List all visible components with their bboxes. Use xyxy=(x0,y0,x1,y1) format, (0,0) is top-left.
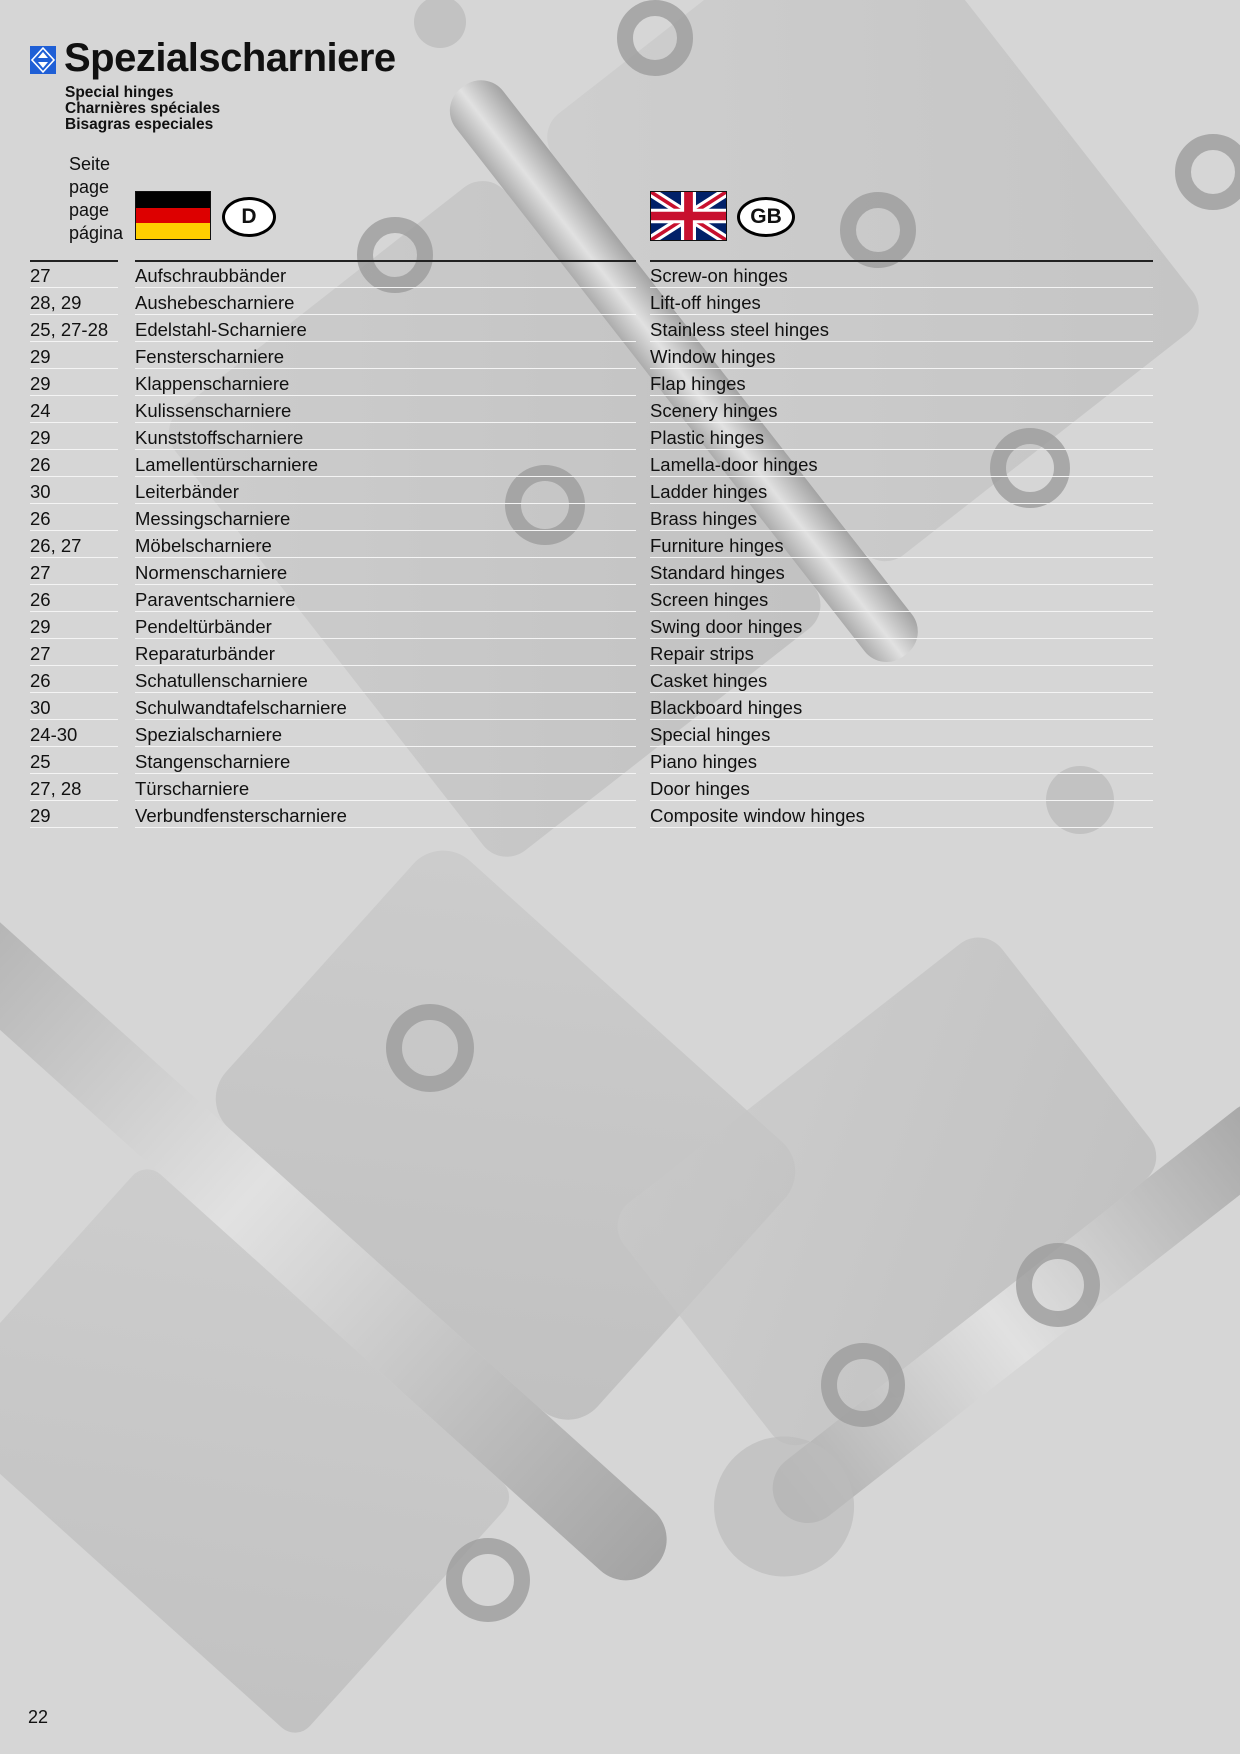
table-row xyxy=(0,775,1240,802)
english-term-cell: Lamella-door hinges xyxy=(650,451,1153,477)
page-number: 22 xyxy=(28,1707,49,1727)
table-row xyxy=(0,343,1240,370)
german-term-cell: Edelstahl-Scharniere xyxy=(135,316,636,342)
german-term-cell: Stangenscharniere xyxy=(135,748,636,774)
table-row xyxy=(0,559,1240,586)
english-term-cell: Standard hinges xyxy=(650,559,1153,585)
table-row xyxy=(0,748,1240,775)
german-term-cell: Kunststoffscharniere xyxy=(135,424,636,450)
country-code-gb: GB xyxy=(737,197,795,237)
english-term-cell: Special hinges xyxy=(650,721,1153,747)
english-term-cell: Casket hinges xyxy=(650,667,1153,693)
german-term-cell: Leiterbänder xyxy=(135,478,636,504)
german-term-cell: Möbelscharniere xyxy=(135,532,636,558)
english-term-cell: Screen hinges xyxy=(650,586,1153,612)
german-term-cell: Klappenscharniere xyxy=(135,370,636,396)
table-row xyxy=(0,397,1240,424)
page-ref-cell: 27 xyxy=(30,640,118,666)
page-ref-cell: 26 xyxy=(30,505,118,531)
subtitles xyxy=(65,85,220,133)
subtitle-fr: Charnières spéciales xyxy=(65,100,221,117)
union-jack-flag-icon xyxy=(650,191,727,241)
page-label-de: Seite xyxy=(69,154,111,174)
table-row xyxy=(0,694,1240,721)
page-ref-cell: 30 xyxy=(30,694,118,720)
page-ref-cell: 25, 27-28 xyxy=(30,316,118,342)
page-label-es: página xyxy=(69,223,124,243)
page-ref-cell: 24-30 xyxy=(30,721,118,747)
page-ref-cell: 29 xyxy=(30,370,118,396)
table-row xyxy=(0,289,1240,316)
page-ref-cell: 29 xyxy=(30,613,118,639)
page-ref-cell: 29 xyxy=(30,343,118,369)
english-term-cell: Blackboard hinges xyxy=(650,694,1153,720)
english-term-cell: Furniture hinges xyxy=(650,532,1153,558)
page-ref-cell: 27, 28 xyxy=(30,775,118,801)
table-row xyxy=(0,451,1240,478)
index-table xyxy=(0,262,1240,829)
english-term-cell: Lift-off hinges xyxy=(650,289,1153,315)
page-ref-cell: 27 xyxy=(30,559,118,585)
german-term-cell: Fensterscharniere xyxy=(135,343,636,369)
page-title: Spezialscharniere xyxy=(64,36,396,80)
table-row xyxy=(0,667,1240,694)
page-ref-cell: 26 xyxy=(30,586,118,612)
page-ref-cell: 26 xyxy=(30,667,118,693)
english-term-cell: Ladder hinges xyxy=(650,478,1153,504)
german-term-cell: Paraventscharniere xyxy=(135,586,636,612)
english-term-cell: Brass hinges xyxy=(650,505,1153,531)
page-ref-cell: 28, 29 xyxy=(30,289,118,315)
english-term-cell: Plastic hinges xyxy=(650,424,1153,450)
german-term-cell: Spezialscharniere xyxy=(135,721,636,747)
german-term-cell: Normenscharniere xyxy=(135,559,636,585)
table-row xyxy=(0,721,1240,748)
german-flag-icon xyxy=(135,191,211,240)
german-term-cell: Türscharniere xyxy=(135,775,636,801)
german-term-cell: Aufschraubbänder xyxy=(135,262,636,288)
german-term-cell: Kulissenscharniere xyxy=(135,397,636,423)
subtitle-en: Special hinges xyxy=(65,84,174,101)
page-ref-cell: 29 xyxy=(30,802,118,828)
table-row xyxy=(0,424,1240,451)
german-term-cell: Reparaturbänder xyxy=(135,640,636,666)
english-term-cell: Screw-on hinges xyxy=(650,262,1153,288)
page-ref-cell: 26 xyxy=(30,451,118,477)
subtitle-es: Bisagras especiales xyxy=(65,116,214,133)
english-term-cell: Scenery hinges xyxy=(650,397,1153,423)
english-term-cell: Door hinges xyxy=(650,775,1153,801)
page-ref-cell: 26, 27 xyxy=(30,532,118,558)
english-term-cell: Stainless steel hinges xyxy=(650,316,1153,342)
german-term-cell: Lamellentürscharniere xyxy=(135,451,636,477)
table-row xyxy=(0,370,1240,397)
table-row xyxy=(0,262,1240,289)
brand-logo-icon xyxy=(30,46,56,74)
table-row xyxy=(0,505,1240,532)
english-term-cell: Swing door hinges xyxy=(650,613,1153,639)
german-term-cell: Schulwandtafelscharniere xyxy=(135,694,636,720)
table-row xyxy=(0,802,1240,829)
table-row xyxy=(0,532,1240,559)
table-row xyxy=(0,613,1240,640)
english-term-cell: Piano hinges xyxy=(650,748,1153,774)
page-ref-cell: 30 xyxy=(30,478,118,504)
table-row xyxy=(0,316,1240,343)
german-term-cell: Messingscharniere xyxy=(135,505,636,531)
table-row xyxy=(0,640,1240,667)
german-term-cell: Schatullenscharniere xyxy=(135,667,636,693)
country-code-d: D xyxy=(222,197,276,237)
english-term-cell: Window hinges xyxy=(650,343,1153,369)
page-column-heading xyxy=(69,153,123,245)
page-ref-cell: 24 xyxy=(30,397,118,423)
page-label-en: page xyxy=(69,177,110,197)
table-row xyxy=(0,478,1240,505)
page-ref-cell: 27 xyxy=(30,262,118,288)
german-term-cell: Pendeltürbänder xyxy=(135,613,636,639)
english-term-cell: Flap hinges xyxy=(650,370,1153,396)
page-ref-cell: 29 xyxy=(30,424,118,450)
german-term-cell: Verbundfensterscharniere xyxy=(135,802,636,828)
page-label-fr: page xyxy=(69,200,110,220)
german-term-cell: Aushebescharniere xyxy=(135,289,636,315)
page-ref-cell: 25 xyxy=(30,748,118,774)
english-term-cell: Repair strips xyxy=(650,640,1153,666)
english-term-cell: Composite window hinges xyxy=(650,802,1153,828)
table-row xyxy=(0,586,1240,613)
